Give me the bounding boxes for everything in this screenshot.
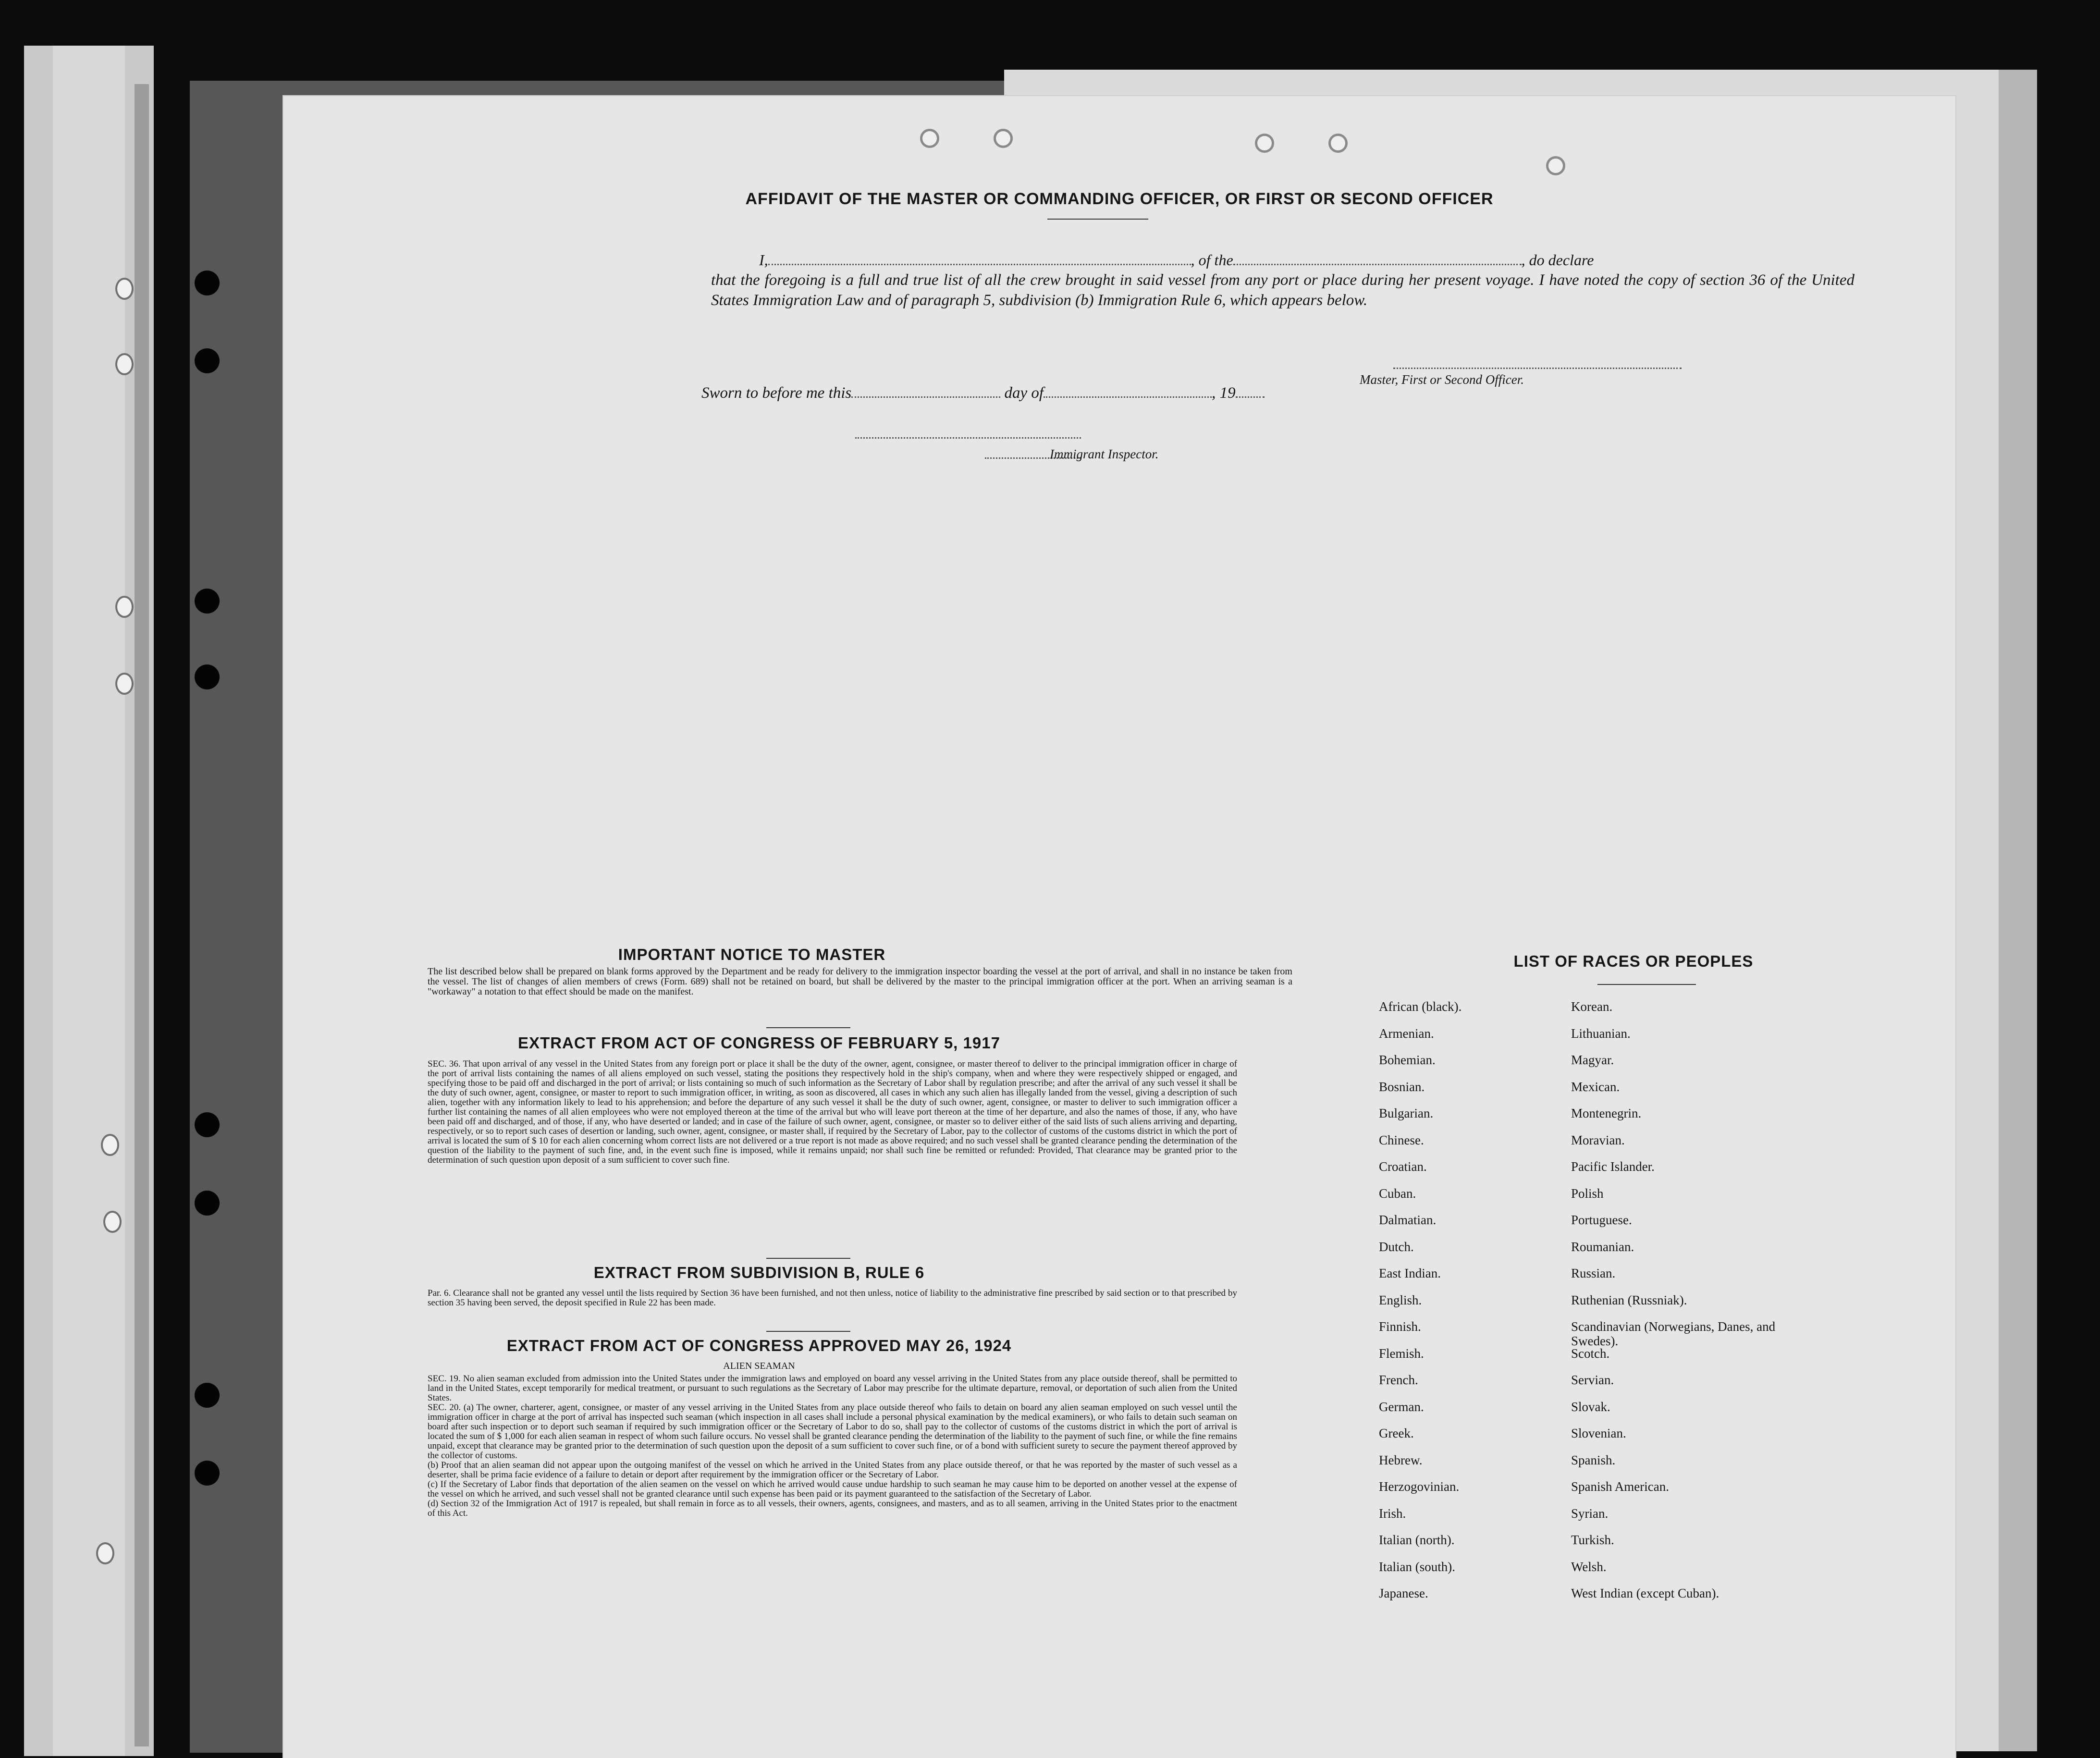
signature-line[interactable] bbox=[1393, 368, 1682, 369]
rule6-title: EXTRACT FROM SUBDIVISION B, RULE 6 bbox=[593, 1264, 925, 1281]
race-item: Welsh. bbox=[1571, 1559, 1607, 1574]
punch-hole bbox=[195, 1191, 220, 1216]
of-the-label: , of the bbox=[1191, 251, 1233, 269]
extract-1924-title: EXTRACT FROM ACT OF CONGRESS APPROVED MAY 26, 1924 bbox=[506, 1337, 1012, 1354]
divider bbox=[766, 1258, 850, 1259]
race-item: Korean. bbox=[1571, 999, 1613, 1014]
race-item: French. bbox=[1379, 1373, 1418, 1387]
race-item: Dutch. bbox=[1379, 1239, 1414, 1254]
day-of-label: day of bbox=[1004, 384, 1044, 402]
race-item: Russian. bbox=[1571, 1266, 1616, 1280]
affidavit-title: AFFIDAVIT OF THE MASTER OR COMMANDING OFFICER, OR FIRST OR SECOND OFFICER bbox=[745, 190, 1494, 208]
race-item: Bosnian. bbox=[1379, 1079, 1425, 1094]
race-item: Spanish American. bbox=[1571, 1479, 1669, 1494]
notice-text: The list described below shall be prepared on blank forms approved by the Department and be ready for delivery to the immigration inspector boarding the vessel at the port of arrival, and shall in no instance be taken from the vessel. The list of changes of alien members of crews (Form. 689) shall not be retained on board, but shall be delivered by the master to the principal immigration officer at the port. When an arriving seaman is a "workaway" a notation to that effect should be made on the manifest. bbox=[428, 966, 1292, 997]
sec19-text: SEC. 19. No alien seaman excluded from admission into the United States under the immigration laws and employed on board any vessel arriving in the United States from any place outside thereof, shall be permitted to land in the United States, except temporarily for medical treatment, or pursuant to such regulations as the Secretary of Labor may prescribe for the ultimate departure, removal, or deportation of such alien from the United States. bbox=[428, 1374, 1237, 1403]
punch-hole bbox=[115, 673, 134, 695]
vessel-blank[interactable] bbox=[1233, 264, 1522, 265]
race-item: Cuban. bbox=[1379, 1186, 1416, 1201]
race-item: Moravian. bbox=[1571, 1132, 1625, 1147]
punch-hole bbox=[103, 1211, 122, 1233]
alien-seaman-subtitle: ALIEN SEAMAN bbox=[723, 1361, 795, 1371]
inspector-signature-line[interactable] bbox=[855, 437, 1081, 439]
race-item: Armenian. bbox=[1379, 1026, 1434, 1041]
master-label: Master, First or Second Officer. bbox=[1360, 372, 1524, 387]
punch-hole bbox=[115, 353, 134, 375]
race-item: Spanish. bbox=[1571, 1452, 1616, 1467]
left-paper-strip bbox=[24, 46, 154, 1756]
affidavit-body: that the foregoing is a full and true list of all the crew brought in said vessel from any port or place during her present voyage. I have noted the copy of section 36 of the United States Immigration Law and of paragraph 5, subdivision (b) Immigration Rule 6, which appears below. bbox=[711, 271, 1854, 309]
year-blank[interactable] bbox=[1236, 396, 1265, 398]
day-blank[interactable] bbox=[851, 396, 1000, 398]
punch-hole bbox=[195, 1461, 220, 1486]
punch-hole bbox=[195, 270, 220, 295]
race-item: African (black). bbox=[1379, 999, 1462, 1014]
punch-hole bbox=[195, 1112, 220, 1137]
divider bbox=[1597, 984, 1696, 985]
race-item: Montenegrin. bbox=[1571, 1106, 1642, 1120]
divider bbox=[766, 1027, 850, 1028]
punch-hole bbox=[195, 664, 220, 689]
punch-hole bbox=[1546, 156, 1565, 175]
race-item: Lithuanian. bbox=[1571, 1026, 1631, 1041]
punch-hole bbox=[920, 129, 939, 148]
race-item: German. bbox=[1379, 1399, 1424, 1414]
race-item: Chinese. bbox=[1379, 1132, 1424, 1147]
rule6-text: Par. 6. Clearance shall not be granted any vessel until the lists required by Section 36 have been furnished, and not then unless, notice of liability to the administrative fine prescribed by said section or to that prescribed by section 35 having been served, the deposit specified in Rule 22 has been made. bbox=[428, 1288, 1237, 1308]
form-sheet bbox=[283, 96, 1955, 1758]
i-label: I, bbox=[759, 251, 768, 269]
inspector-label: Immigrant Inspector. bbox=[1050, 447, 1159, 461]
race-item: Hebrew. bbox=[1379, 1452, 1423, 1467]
punch-hole bbox=[101, 1134, 119, 1156]
races-title: LIST OF RACES OR PEOPLES bbox=[1513, 952, 1754, 970]
race-item: Greek. bbox=[1379, 1426, 1414, 1440]
extract-1917-text: SEC. 36. That upon arrival of any vessel in the United States from any foreign port or place it shall be the duty of the owner, agent, consignee, or master thereof to deliver to the principal immigration officer in charge of the port of arrival lists containing the names of all aliens employed on such vessel, stating the positions they respectively hold in the ship's company, when and where they were respectively shipped or engaged, and specifying those to be paid off and discharged in the port of arrival; or lists containing so much of such information as the Secretary of Labor shall by regulation prescribe; and after the arrival of any such vessel it shall be the duty of such owner, agent, consignee, or master to report to such immigration officer, in writing, as soon as discovered, all cases in which any such alien has illegally landed from the vessel, giving a description of such alien, together with any information likely to lead to his apprehension; and before the departure of any such vessel it shall be the duty of such owner, agent, consignee, or master to deliver to such immigration officer a further list containing the names of all alien employees who were not employed thereon at the time of the arrival but who will leave port thereon at the time of her departure, and also the names of those, if any, who have been paid off and discharged, and of those, if any, who have deserted or landed; and in case of the failure of such owner, agent, consignee, or master so to deliver either of the said lists of such aliens arriving and departing, respectively, or so to report such cases of desertion or landing, such owner, agent, consignee, or master shall, if required by the Secretary of Labor, pay to the collector of customs of the customs district in which the port of arrival is located the sum of $ 10 for each alien concerning whom correct lists are not delivered or a true report is not made as above required; and no such vessel shall be granted clearance pending the determination of the question of the liability to the payment of such fine, and, in the event such fine is imposed, while it remains unpaid; nor shall such fine be remitted or refunded: Provided, That clearance may be granted prior to the determination of such question upon deposit of a sum sufficient to cover such fine. bbox=[428, 1059, 1237, 1165]
sec20a-text: SEC. 20. (a) The owner, charterer, agent, consignee, or master of any vessel arriving in the United States from any place outside thereof who fails to detain on board any alien seaman employed on such vessel until the immigration officer in charge at the port of arrival has inspected such seaman (which inspection in all cases shall include a personal physical examination by the medical examiners), or who fails to detain such seaman on board after such inspection or to deport such seaman if required by such immigration officer or the Secretary of Labor to do so, shall pay to the collector of customs of the customs district in which the port of arrival is located the sum of $ 1,000 for each alien seaman in respect of whom such failure occurs. No vessel shall be granted clearance pending the determination of the liability to the payment of such fine, or while the fine remains unpaid, except that clearance may be granted prior to the determination of such question upon the deposit of a sum sufficient to cover such fine, or of a bond with sufficient surety to secure the payment thereof approved by the collector of customs. bbox=[428, 1402, 1237, 1461]
sec20d-text: (d) Section 32 of the Immigration Act of 1917 is repealed, but shall remain in force as to all vessels, their owners, agents, consignees, and masters, and as to all seamen, arriving in the United States prior to the enactment of this Act. bbox=[428, 1499, 1237, 1518]
race-item: Scotch. bbox=[1571, 1346, 1610, 1361]
punch-hole bbox=[1328, 134, 1348, 153]
notice-title: IMPORTANT NOTICE TO MASTER bbox=[618, 946, 886, 963]
race-item: Turkish. bbox=[1571, 1533, 1614, 1547]
race-item: Bulgarian. bbox=[1379, 1106, 1434, 1120]
extract-1924-text bbox=[428, 1374, 1237, 1518]
punch-hole bbox=[115, 596, 134, 618]
race-item: Servian. bbox=[1571, 1373, 1614, 1387]
sworn-label: Sworn to before me this bbox=[701, 384, 852, 402]
do-declare-label: , do declare bbox=[1521, 251, 1594, 269]
race-item: Italian (north). bbox=[1379, 1533, 1455, 1547]
race-item: English. bbox=[1379, 1292, 1422, 1307]
sec20c-text: (c) If the Secretary of Labor finds that deportation of the alien seamen on the vessel on which he arrived would cause undue hardship to such seaman he may cause him to be deported on another vessel at the expense of the vessel on which he arrived, and such vessel shall not be granted clearance until such expense has been paid or its payment guaranteed to the satisfaction of the Secretary of Labor. bbox=[428, 1479, 1237, 1499]
punch-hole bbox=[994, 129, 1013, 148]
divider bbox=[766, 1331, 850, 1332]
race-item: Slovak. bbox=[1571, 1399, 1610, 1414]
race-item: Polish bbox=[1571, 1186, 1604, 1201]
race-item: East Indian. bbox=[1379, 1266, 1441, 1280]
race-item: Herzogovinian. bbox=[1379, 1479, 1460, 1494]
race-item: Pacific Islander. bbox=[1571, 1159, 1655, 1174]
month-blank[interactable] bbox=[1044, 396, 1212, 398]
divider bbox=[1047, 219, 1148, 220]
race-item: Roumanian. bbox=[1571, 1239, 1634, 1254]
punch-hole bbox=[195, 1383, 220, 1408]
race-item: Magyar. bbox=[1571, 1053, 1614, 1067]
race-item: Croatian. bbox=[1379, 1159, 1427, 1174]
punch-hole bbox=[195, 589, 220, 614]
name-blank[interactable] bbox=[768, 264, 1191, 265]
race-item: Bohemian. bbox=[1379, 1053, 1436, 1067]
race-item: Syrian. bbox=[1571, 1506, 1609, 1521]
year-label: , 19 bbox=[1212, 384, 1236, 402]
race-item: Finnish. bbox=[1379, 1319, 1421, 1334]
punch-hole bbox=[96, 1542, 114, 1564]
race-item: Irish. bbox=[1379, 1506, 1406, 1521]
race-item: Slovenian. bbox=[1571, 1426, 1626, 1440]
extract-1917-title: EXTRACT FROM ACT OF CONGRESS OF FEBRUARY 5, 1917 bbox=[518, 1034, 1000, 1052]
race-item: Mexican. bbox=[1571, 1079, 1620, 1094]
race-item: Portuguese. bbox=[1571, 1213, 1632, 1227]
race-item: West Indian (except Cuban). bbox=[1571, 1586, 1719, 1600]
race-item: Scandinavian (Norwegians, Danes, and Swedes). bbox=[1571, 1319, 1776, 1348]
race-item: Flemish. bbox=[1379, 1346, 1424, 1361]
sworn-line bbox=[701, 384, 1326, 402]
punch-hole bbox=[115, 278, 134, 300]
affidavit-declaration bbox=[711, 250, 1854, 310]
race-item: Dalmatian. bbox=[1379, 1213, 1437, 1227]
race-item: Italian (south). bbox=[1379, 1559, 1455, 1574]
race-item: Japanese. bbox=[1379, 1586, 1428, 1600]
punch-hole bbox=[195, 348, 220, 373]
race-item: Ruthenian (Russniak). bbox=[1571, 1292, 1687, 1307]
punch-hole bbox=[1255, 134, 1274, 153]
sec20b-text: (b) Proof that an alien seaman did not appear upon the outgoing manifest of the vessel on which he arrived in the United States from any place outside thereof, or that he was reported by the master of such vessel as a deserter, shall be prima facie evidence of a failure to detain or deport after requirement by the immigration officer or the Secretary of Labor. bbox=[428, 1460, 1237, 1480]
